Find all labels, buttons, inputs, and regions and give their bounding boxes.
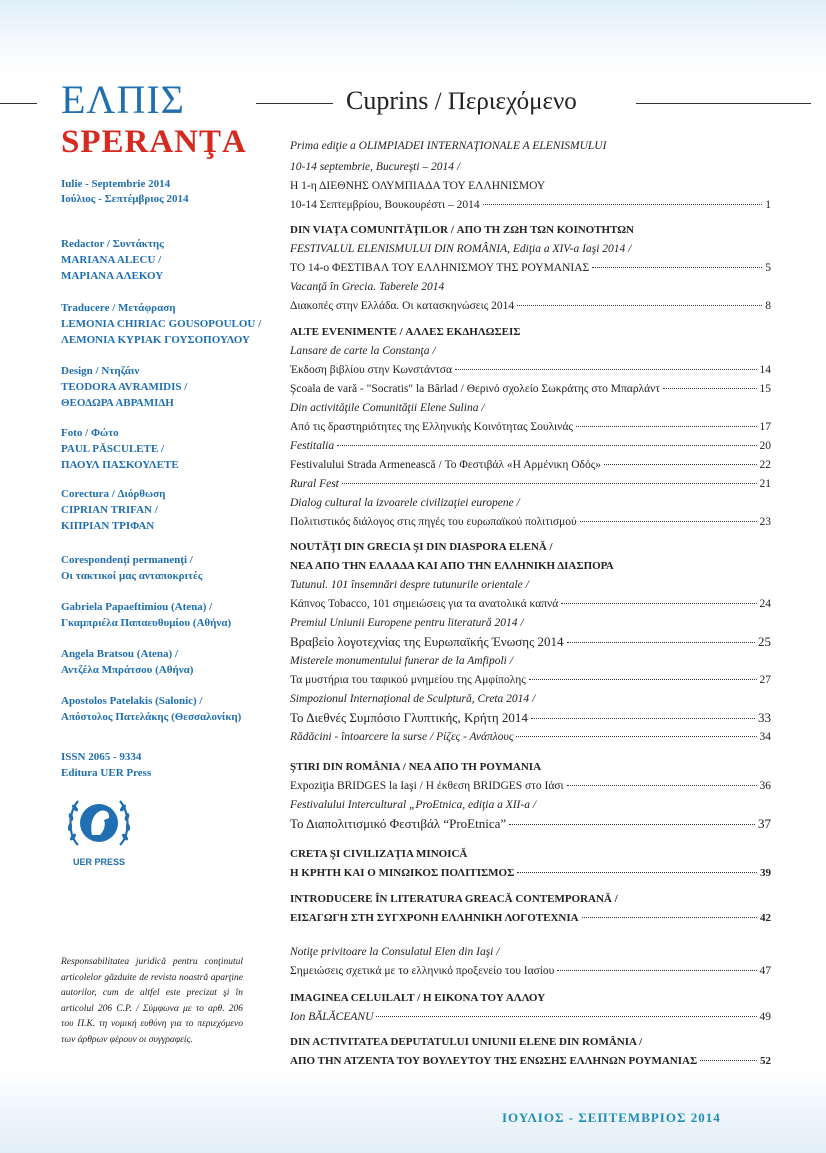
credits-role: Gabriela Papaeftimiou (Atena) /	[61, 601, 213, 613]
toc-page-number: 47	[759, 965, 771, 977]
toc-page-number: 15	[759, 383, 771, 395]
credits-group	[61, 363, 261, 411]
toc-leader-dots	[455, 369, 756, 370]
credits-group	[61, 425, 261, 473]
toc-page-number: 25	[758, 634, 771, 649]
toc-section-heading: INTRODUCERE ÎN LITERATURA GREACĂ CONTEMPORANĂ /	[290, 893, 618, 905]
toc-entry-title: Expoziţia BRIDGES la Iaşi / Η έκθεση BRIDGES στο Ιάσι	[290, 780, 564, 792]
toc-entry-title: ΑΠΟ ΤΗΝ ΑΤΖΕΝΤΑ ΤΟΥ ΒΟΥΛΕΥΤΟΥ ΤΗΣ ΕΝΩΣΗΣ ΕΛΛΗΝΩΝ ΡΟΥΜΑΝΙΑΣ	[290, 1055, 698, 1067]
toc-entry	[290, 197, 771, 213]
toc-entry	[290, 1009, 771, 1025]
toc-section-heading: ŞTIRI DIN ROMÂNIA / ΝΕΑ ΑΠΟ ΤΗ ΡΟΥΜΑΝΙΑ	[290, 761, 542, 773]
toc-leader-dots	[576, 426, 757, 427]
toc-page-number: 36	[759, 780, 771, 792]
toc-entry-title: Το Διαπολιτισμικό Φεστιβάλ “ProEtnica”	[290, 816, 507, 831]
toc-entry	[290, 596, 771, 612]
toc-heading-greek: Περιεχόμενο	[447, 88, 577, 115]
credits-group	[61, 236, 261, 284]
toc-entry	[290, 963, 771, 979]
footer-issue-date: ΙΟΥΛΙΟΣ - ΣΕΠΤΕΜΒΡΙΟΣ 2014	[502, 1110, 721, 1125]
toc-text-line: 10-14 septembrie, Bucureşti – 2014 /	[290, 161, 461, 173]
toc-entry-title: Από τις δραστηριότητες της Ελληνικής Κοινότητας Σουλινάς	[290, 421, 573, 433]
toc-text-line: Lansare de carte la Constanţa /	[290, 345, 436, 357]
toc-entry-title: Διακοπές στην Ελλάδα. Οι κατασκηνώσεις 2014	[290, 300, 515, 312]
logo-text: UER PRESS	[72, 857, 126, 867]
credits-group	[61, 300, 261, 348]
toc-entry	[290, 634, 771, 650]
toc-entry	[290, 816, 771, 832]
toc-leader-dots	[561, 603, 756, 604]
toc-leader-dots	[342, 483, 757, 484]
toc-text-line: Din activităţile Comunităţii Elene Sulina /	[290, 402, 485, 414]
toc-leader-dots	[517, 305, 762, 306]
credits-group	[61, 646, 261, 678]
toc-entry	[290, 729, 771, 745]
credits-name: Γκαμπριέλα Παπαευθυμίου (Αθήνα)	[61, 617, 232, 629]
toc-text-line: Notiţe privitoare la Consulatul Elen din Iaşi /	[290, 946, 500, 958]
toc-page-number: 42	[760, 912, 771, 924]
toc-entry	[290, 362, 771, 378]
toc-text-line: Dialog cultural la izvoarele civilizaţiei europene /	[290, 497, 520, 509]
toc-entry-title: Τα μυστήρια του ταφικού μνημείου της Αμφίπολης	[290, 674, 526, 686]
toc-entry	[290, 865, 771, 881]
toc-text-line: Festivalului Intercultural „ProEtnica, ediţia a XII-a /	[290, 799, 537, 811]
toc-entry	[290, 438, 771, 454]
toc-page-number: 39	[760, 867, 771, 879]
toc-page-number: 5	[765, 262, 771, 274]
credits-name: PAUL PĂSCULETE /	[61, 443, 165, 455]
toc-leader-dots	[509, 824, 755, 825]
toc-leader-dots	[376, 1016, 756, 1017]
toc-entry	[290, 260, 771, 276]
credits-group	[61, 552, 261, 584]
toc-text-line: Premiul Uniunii Europene pentru literatură 2014 /	[290, 617, 524, 629]
toc-entry-title: Şcoala de vară - "Socratis" la Bârlad / Θερινό σχολείο Σωκράτης στο Μπαρλάντ	[290, 383, 660, 395]
toc-section-heading: DIN VIAŢA COMUNITĂŢILOR / ΑΠΟ ΤΗ ΖΩΗ ΤΩΝ ΚΟΙΝΟΤΗΤΩΝ	[290, 224, 635, 236]
toc-entry-title: Το Διεθνές Συμπόσιο Γλυπτικής, Κρήτη 2014	[290, 710, 528, 725]
credits-name: Αντζέλα Μπράτσου (Αθήνα)	[61, 664, 194, 676]
credits-name: ΛΕΜΟΝΙΑ ΚΥΡΙΑΚ ΓΟΥΣΟΠΟΥΛΟΥ	[61, 334, 250, 346]
toc-heading-latin: Cuprins	[346, 86, 429, 115]
toc-leader-dots	[557, 970, 756, 971]
toc-leader-dots	[592, 267, 762, 268]
toc-entry	[290, 457, 771, 473]
header-rule-left	[0, 103, 37, 104]
uer-press-logo	[64, 787, 134, 869]
credits-role: Corectura / Διόρθωση	[61, 488, 166, 500]
toc-page-number: 23	[759, 516, 771, 528]
toc-heading-separator: /	[428, 88, 448, 115]
toc-entry-title: 10-14 Σεπτεμβρίου, Βουκουρέστι – 2014	[290, 199, 480, 211]
toc-page-number: 20	[759, 440, 771, 452]
legal-disclaimer: Responsabilitatea juridică pentru conţinutul articolelor găzduite de revista noastră aparţine autorilor, cum de altfel este precizat şi în articolul 206 C.P. / Σύμφωνα με το αρθ. 206 του Π.Κ. τη νομική ευθύνη για το περιεχόμενο των άρθρων φέρουν οι συγγραφείς.	[61, 957, 243, 1045]
toc-text-line: Vacanţă în Grecia. Taberele 2014	[290, 281, 445, 293]
header-rule-right	[636, 103, 811, 104]
toc-section-heading: DIN ACTIVITATEA DEPUTATULUI UNIUNII ELENE DIN ROMÂNIA /	[290, 1036, 643, 1048]
toc-page-number: 1	[765, 199, 771, 211]
toc-section-heading: ALTE EVENIMENTE / ΑΛΛΕΣ ΕΚΔΗΛΩΣΕΙΣ	[290, 326, 521, 338]
toc-leader-dots	[531, 718, 755, 719]
toc-section-heading: CRETA ŞI CIVILIZAŢIA MINOICĂ	[290, 848, 468, 860]
toc-leader-dots	[337, 445, 756, 446]
credits-role: Redactor / Συντάκτης	[61, 238, 164, 250]
sidebar-credits	[61, 177, 262, 779]
toc-text-line: Η 1-η ΔΙΕΘΝΗΣ ΟΛΥΜΠΙΑΔΑ ΤΟΥ ΕΛΛΗΝΙΣΜΟΥ	[290, 180, 546, 192]
toc-page-number: 49	[759, 1011, 771, 1023]
credits-group	[61, 599, 261, 631]
toc-entry	[290, 298, 771, 314]
credits-name: LEMONIA CHIRIAC GOUSOPOULOU /	[61, 318, 262, 330]
toc-entry-title: Ion BĂLĂCEANU	[290, 1011, 374, 1023]
toc-leader-dots	[567, 785, 757, 786]
issue-date-romanian: Iulie - Septembrie 2014	[61, 178, 171, 190]
toc-leader-dots	[529, 679, 757, 680]
credits-name: Απόστολος Πατελάκης (Θεσσαλονίκη)	[61, 711, 242, 723]
toc-page-number: 8	[765, 300, 771, 312]
toc-page-number: 37	[758, 816, 771, 831]
toc-page-number: 17	[759, 421, 771, 433]
credits-name: Editura UER Press	[61, 767, 152, 779]
toc-entry	[290, 710, 771, 726]
credits-role: Traducere / Μετάφραση	[61, 302, 176, 314]
credits-group	[61, 693, 261, 725]
toc-entry-title: Σημειώσεις σχετικά με το ελληνικό προξενείο του Ιασίου	[290, 965, 555, 977]
toc-entry-title: Βραβείο λογοτεχνίας της Ευρωπαϊκής Ένωσης 2014	[290, 634, 564, 649]
toc-page-number: 34	[759, 731, 771, 743]
toc-page-number: 21	[759, 478, 771, 490]
toc-text-line: FESTIVALUL ELENISMULUI DIN ROMÂNIA, Ediţia a XIV-a Iaşi 2014 /	[290, 243, 632, 255]
toc-page-number: 22	[759, 459, 771, 471]
toc-entry-title: ΕΙΣΑΓΩΓΗ ΣΤΗ ΣΥΓΧΡΟΝΗ ΕΛΛΗΝΙΚΗ ΛΟΓΟΤΕΧΝΙΑ	[290, 912, 579, 924]
toc-section-heading: ΝΕΑ ΑΠΟ ΤΗΝ ΕΛΛΑΔΑ ΚΑΙ ΑΠΟ ΤΗΝ ΕΛΛΗΝΙΚΗ ΔΙΑΣΠΟΡΑ	[290, 560, 614, 572]
credits-name: ΚΙΠΡΙΑΝ ΤΡΙΦΑΝ	[61, 520, 155, 532]
toc-leader-dots	[516, 736, 756, 737]
toc-entry	[290, 514, 771, 530]
issue-date-greek: Ιούλιος - Σεπτέμβριος 2014	[61, 193, 189, 205]
toc-entry-title: Κάπνος Tobacco, 101 σημειώσεις για τα ανατολικά καπνά	[290, 598, 559, 610]
toc-leader-dots	[604, 464, 757, 465]
toc-leader-dots	[582, 917, 757, 918]
credits-group	[61, 749, 261, 781]
credits-name: CIPRIAN TRIFAN /	[61, 504, 158, 516]
credits-name: ΘΕΟΔΩΡΑ ΑΒΡΑΜΙΔΗ	[61, 397, 174, 409]
toc-page-number: 52	[760, 1055, 771, 1067]
toc-entry-title: Festitalia	[290, 440, 335, 452]
toc-page-number: 33	[758, 710, 771, 725]
toc-section-heading: IMAGINEA CELUILALT / Η ΕΙΚΟΝΑ ΤΟΥ ΑΛΛΟΥ	[290, 992, 546, 1004]
toc-entry	[290, 419, 771, 435]
toc-entry	[290, 476, 771, 492]
toc-page-number: 24	[759, 598, 771, 610]
toc-entry	[290, 381, 771, 397]
toc-page-number: 27	[759, 674, 771, 686]
toc-leader-dots	[517, 872, 757, 873]
credits-role: Angela Bratsou (Atena) /	[61, 648, 179, 660]
toc-leader-dots	[663, 388, 757, 389]
toc-section-heading: NOUTĂŢI DIN GRECIA ŞI DIN DIASPORA ELENĂ /	[290, 541, 553, 553]
credits-role: Apostolos Patelakis (Salonic) /	[61, 695, 203, 707]
credits-name: TEODORA AVRAMIDIS /	[61, 381, 188, 393]
toc-text-line: Tutunul. 101 însemnări despre tutunurile orientale /	[290, 579, 529, 591]
toc-page-number: 14	[759, 364, 771, 376]
toc-entry-title: Έκδοση βιβλίου στην Κωνστάντσα	[290, 364, 453, 376]
toc-entry	[290, 778, 771, 794]
toc-entry-title: Rădăcini - întoarcere la surse / Ρίζες - Ανάπλους	[290, 731, 514, 743]
toc-text-line: Simpozionul Internaţional de Sculptură, Creta 2014 /	[290, 693, 536, 705]
credits-group	[61, 486, 261, 534]
credits-name: MARIANA ALECU /	[61, 254, 162, 266]
toc-text-line: Misterele monumentului funerar de la Amfipoli /	[290, 655, 513, 667]
masthead-title-greek: ΕΛΠΙΣ	[61, 77, 185, 122]
header-rule-middle	[256, 103, 333, 104]
masthead-title-latin: SPERANŢA	[61, 124, 247, 160]
toc-entry-title: Η ΚΡΗΤΗ ΚΑΙ Ο ΜΙΝΩΙΚΟΣ ΠΟΛΙΤΙΣΜΟΣ	[290, 867, 515, 879]
toc-heading	[346, 88, 577, 114]
toc-entry	[290, 1053, 771, 1069]
toc-leader-dots	[580, 521, 757, 522]
credits-role: ISSN 2065 - 9334	[61, 751, 142, 763]
credits-role: Design / Ντηζάιν	[61, 365, 140, 377]
credits-name: ΠΑΟΥΛ ΠΑΣΚΟΥΛΕΤΕ	[61, 459, 179, 471]
credits-role: Foto / Φώτο	[61, 427, 119, 439]
credits-role: Corespondenţi permanenţi /	[61, 554, 193, 566]
toc-entry	[290, 910, 771, 926]
toc-leader-dots	[483, 204, 763, 205]
toc-text-line: Prima ediţie a OLIMPIADEI INTERNAŢIONALE A ELENISMULUI	[290, 140, 607, 152]
toc-leader-dots	[567, 642, 756, 643]
toc-entry-title: Πολιτιστικός διάλογος στις πηγές του ευρωπαϊκού πολιτισμού	[290, 516, 577, 528]
toc-entry-title: ΤΟ 14-ο ΦΕΣΤΙΒΑΛ ΤΟΥ ΕΛΛΗΝΙΣΜΟΥ ΤΗΣ ΡΟΥΜΑΝΙΑΣ	[290, 262, 590, 274]
toc-entry-title: Rural Fest	[290, 478, 339, 490]
toc-entry	[290, 672, 771, 688]
credits-name: Οι τακτικοί μας ανταποκριτές	[61, 570, 203, 582]
toc-leader-dots	[700, 1060, 757, 1061]
toc-entry-title: Festivalului Strada Armenească / Το Φεστιβάλ «Η Αρμένικη Οδός»	[290, 459, 601, 471]
credits-name: ΜΑΡΙΑΝΑ ΑΛΕΚΟΥ	[61, 270, 164, 282]
